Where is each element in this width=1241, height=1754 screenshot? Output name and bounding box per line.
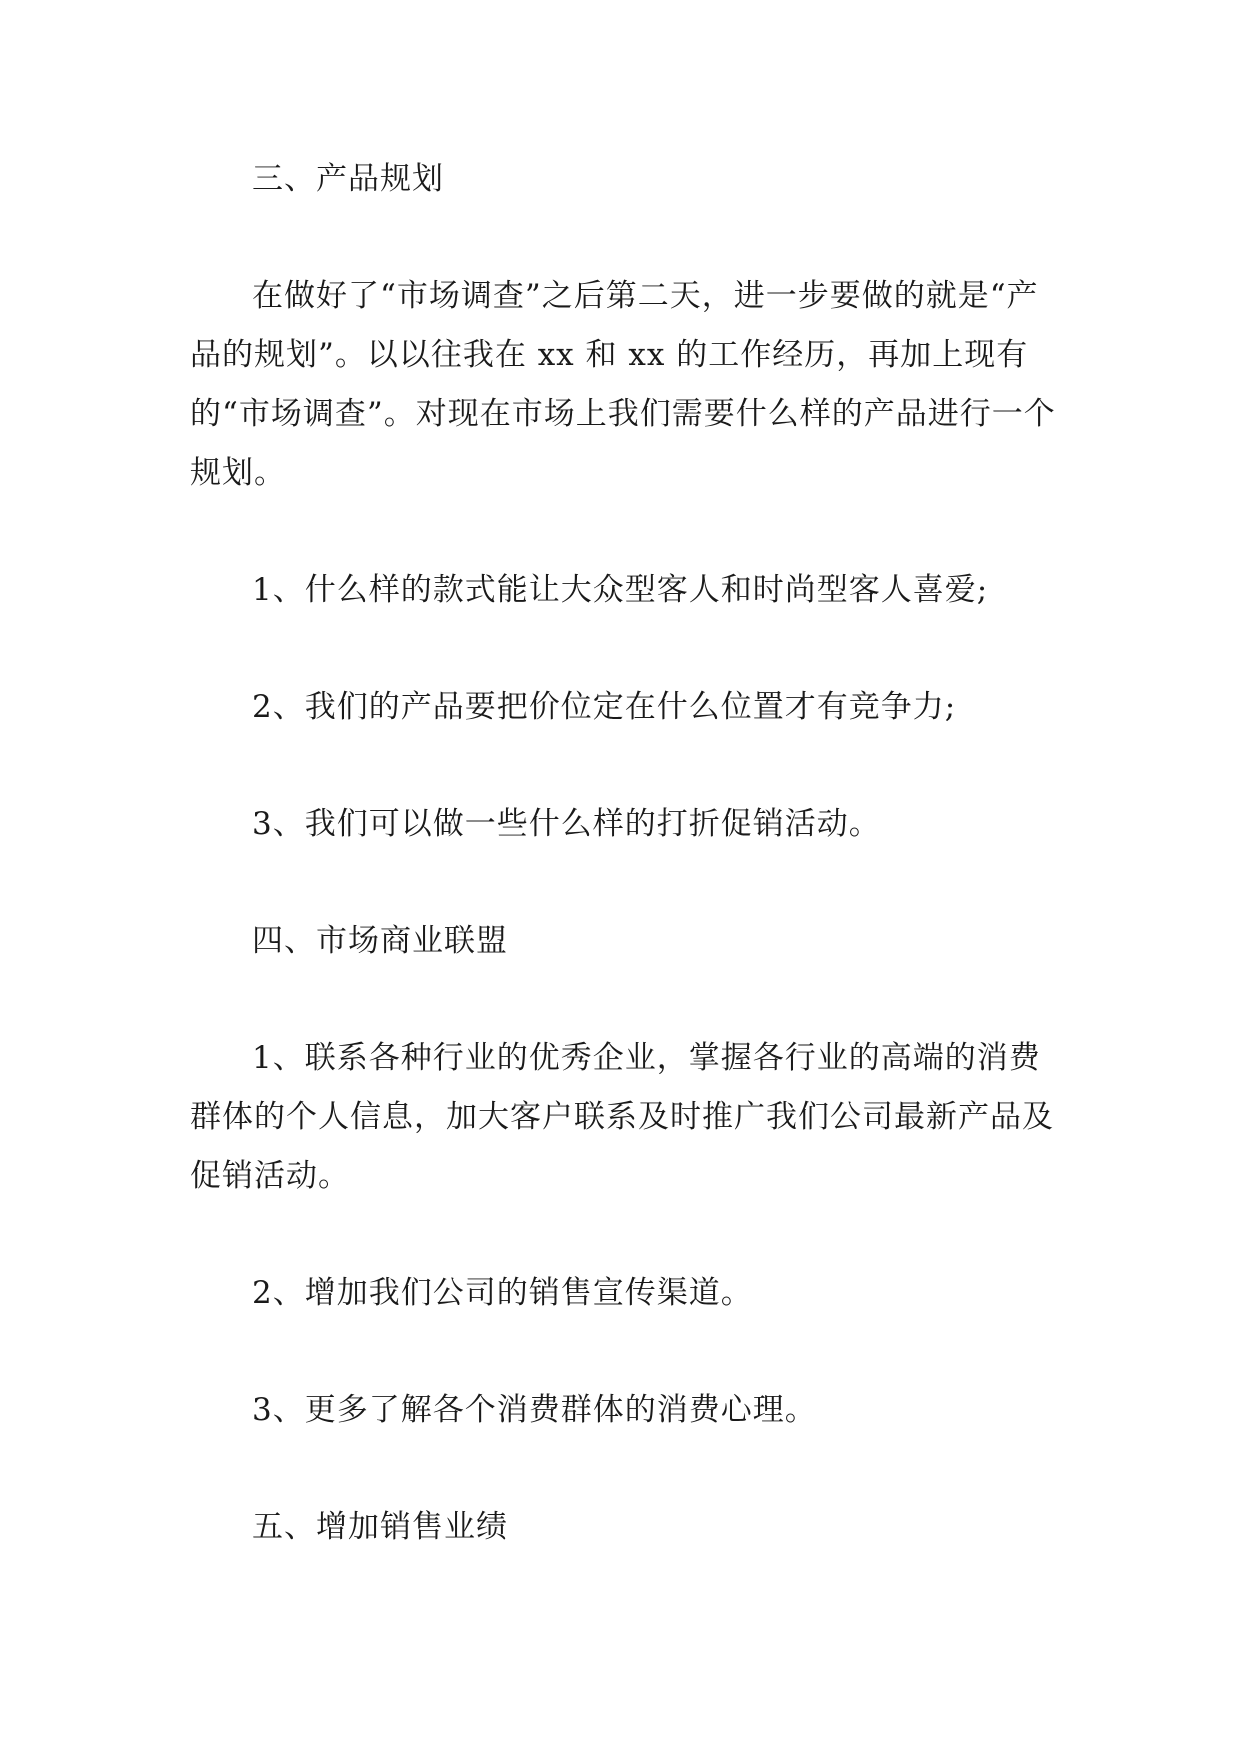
section-heading-business-alliance: 四、市场商业联盟 <box>252 923 508 959</box>
paragraph-product-planning-intro: 在做好了“市场调查”之后第二天，进一步要做的就是“产品的规划”。以以往我在 xx 和 xx 的工作经历，再加上现有的“市场调查”。对现在市场上我们需要什么样的产品进行一个规划。 <box>190 278 1056 491</box>
list-item-sales-channels: 2、增加我们公司的销售宣传渠道。 <box>252 1275 753 1311</box>
section-heading-increase-sales: 五、增加销售业绩 <box>252 1509 508 1545</box>
list-item-consumer-psychology: 3、更多了解各个消费群体的消费心理。 <box>252 1392 817 1428</box>
list-item-style: 1、什么样的款式能让大众型客人和时尚型客人喜爱; <box>252 572 989 608</box>
list-item-contact-enterprises: 1、联系各种行业的优秀企业，掌握各行业的高端的消费群体的个人信息，加大客户联系及时推广我们公司最新产品及促销活动。 <box>190 1040 1054 1194</box>
document-body <box>190 150 1060 1615</box>
section-heading-product-planning: 三、产品规划 <box>252 161 444 197</box>
list-item-promotion: 3、我们可以做一些什么样的打折促销活动。 <box>252 806 881 842</box>
list-item-pricing: 2、我们的产品要把价位定在什么位置才有竞争力; <box>252 689 957 725</box>
